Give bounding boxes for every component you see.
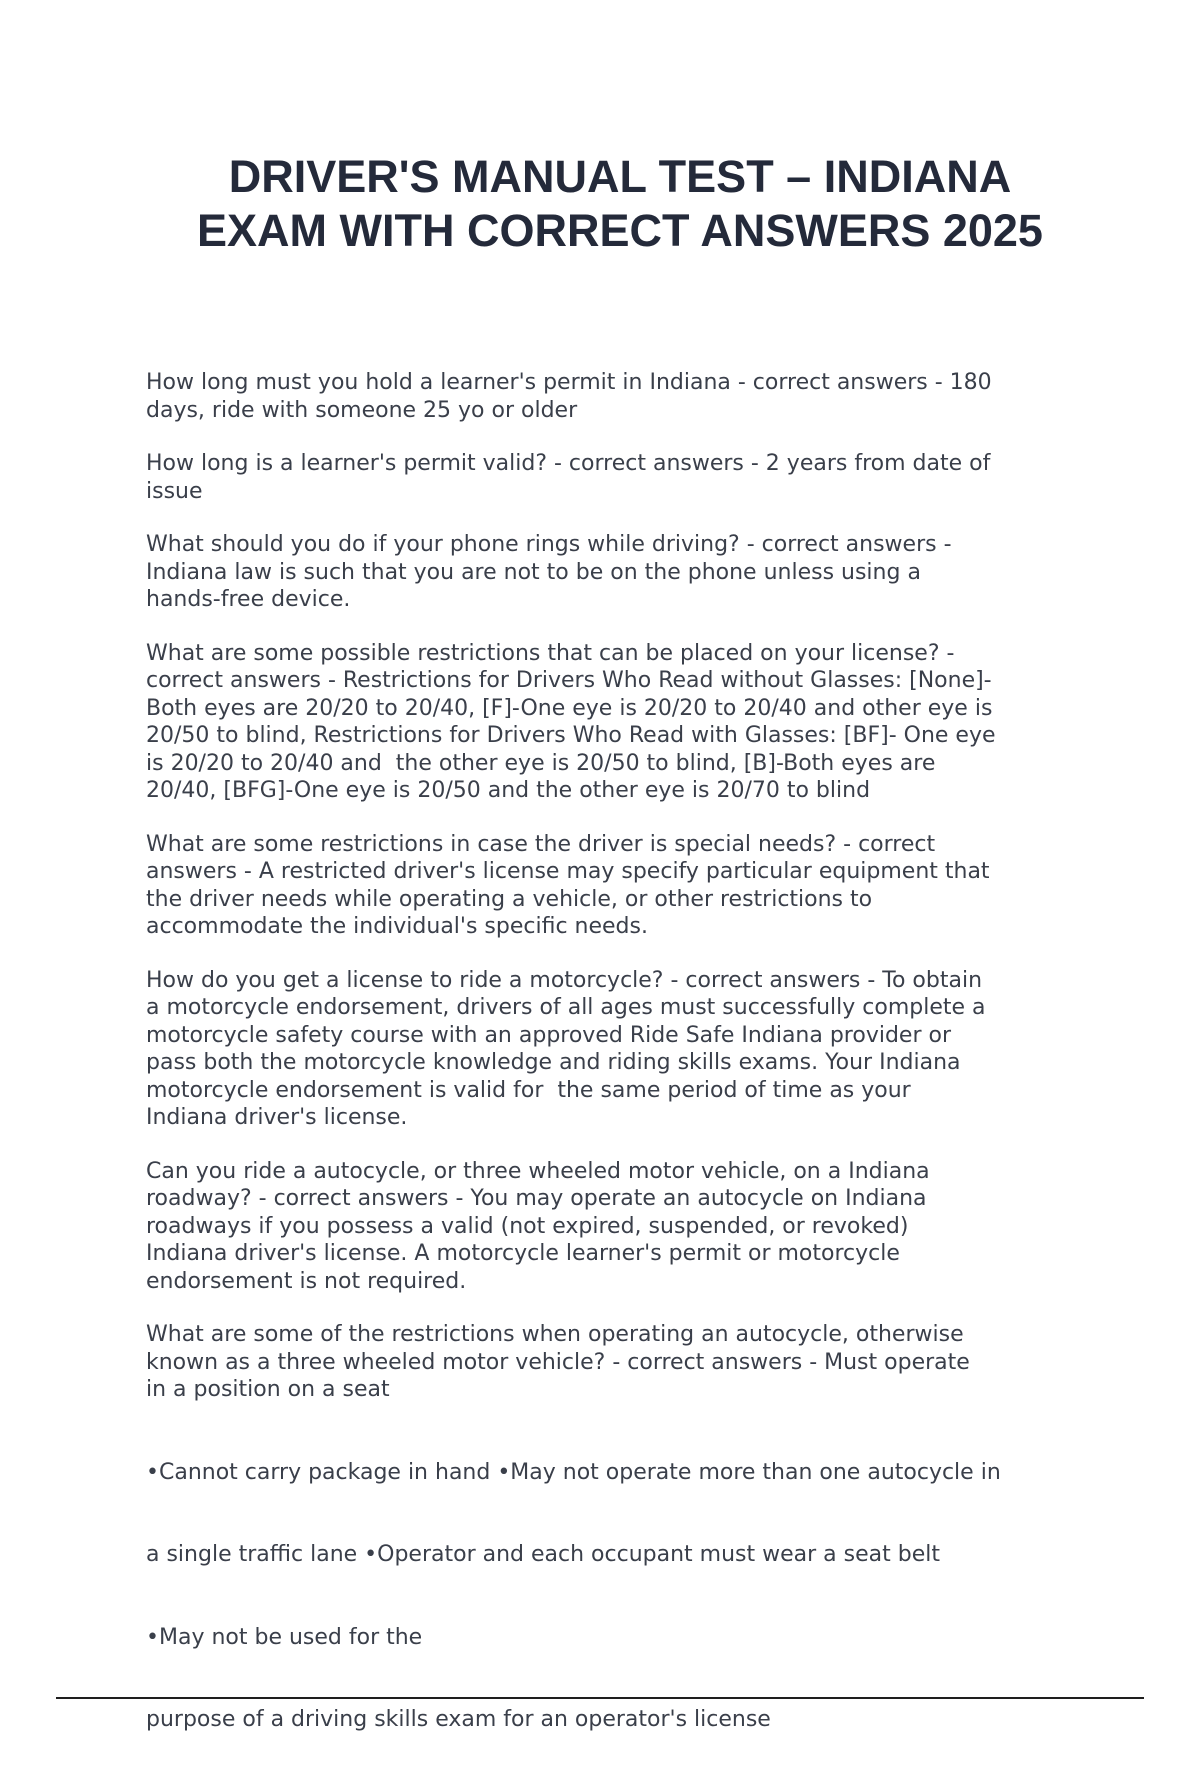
document-title <box>60 150 1180 258</box>
qa-item: Can you ride a autocycle, or three wheeled motor vehicle, on a Indiana roadway? - correct answers - You may operate an autocycle on Indiana roadways if you possess a valid (not expired, suspended, or revoked) Indiana driver's license. A motorcycle learner's permit or motorcycle endorsement is not required. <box>146 1158 930 1294</box>
qa-item: How do you get a license to ride a motorcycle? - correct answers - To obtain a motorcycle endorsement, drivers of all ages must successfully complete a motorcycle safety course with an approved Ride Safe Indiana provider or pass both the motorcycle knowledge and riding skills exams. Your Indiana motorcycle endorsement is valid for the same period of time as your Indiana driver's license. <box>146 967 986 1130</box>
bullet-line: •May not be used for the <box>146 1624 423 1650</box>
title-line-1: DRIVER'S MANUAL TEST – INDIANA <box>228 151 1012 202</box>
bullet-line: a single traffic lane •Operator and each occupant must wear a seat belt <box>146 1542 940 1567</box>
qa-list <box>146 369 1086 1789</box>
qa-item: How long must you hold a learner's permit in Indiana - correct answers - 180 days, ride with someone 25 yo or older <box>146 370 992 423</box>
qa-item: What are some possible restrictions that can be placed on your license? - correct answers - Restrictions for Drivers Who Read without Glasses: [None]- Both eyes are 20/20 to 20/40, [F]-One eye is 20/20 to 20/40 and other eye is 20/50 to blind, Restrictions for Drivers Who Read with Glasses: [BF]- One eye is 20/20 to 20/40 and the other eye is 20/50 to blind, [B]-Both eyes are 20/40, [BFG]-One eye is 20/50 and the other eye is 20/70 to blind <box>146 640 996 803</box>
qa-item: What are some of the restrictions when operating an autocycle, otherwise known as a three wheeled motor vehicle? - correct answers - Must operate in a position on a seat <box>146 1322 970 1402</box>
title-line-2: EXAM WITH CORRECT ANSWERS 2025 <box>197 205 1043 256</box>
qa-item: What are some restrictions in case the driver is special needs? - correct answers - A restricted driver's license may specify particular equipment that the driver needs while operating a vehicle, or other restrictions to accommodate the individual's specific needs. <box>146 831 990 939</box>
qa-item: What should you do if your phone rings while driving? - correct answers - Indiana law is such that you are not to be on the phone unless using a hands-free device. <box>146 532 952 612</box>
bullet-line: purpose of a driving skills exam for an operator's license <box>146 1707 771 1732</box>
bullet-line: •Cannot carry package in hand •May not operate more than one autocycle in <box>146 1459 1001 1485</box>
restriction-bullets <box>146 1404 1086 1789</box>
page-bottom-divider <box>56 1697 1144 1699</box>
qa-item: How long is a learner's permit valid? - correct answers - 2 years from date of issue <box>146 451 991 504</box>
